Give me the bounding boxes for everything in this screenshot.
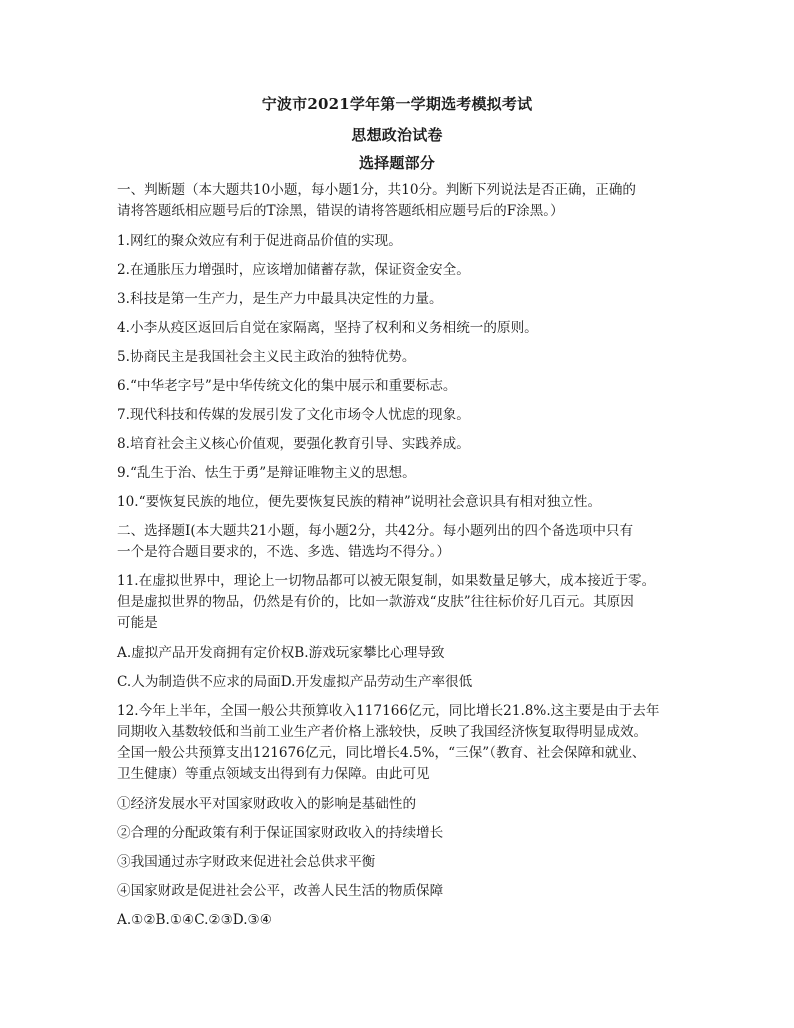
- question-12-options: A.①②B.①④C.②③D.③④: [117, 912, 272, 928]
- exam-title: 宁波市2021学年第一学期选考模拟考试: [261, 95, 533, 113]
- subject-title: 思想政治试卷: [351, 126, 443, 144]
- question-12-statement: ①经济发展水平对国家财政收入的影响是基础性的: [117, 796, 417, 812]
- judge-item: 1.网红的聚众效应有利于促进商品价值的实现。: [117, 233, 402, 249]
- section2-instruction-line: 二、选择题Ⅰ(本大题共21小题，每小题2分，共42分。每小题列出的四个备选项中只有: [117, 523, 634, 539]
- section1-instruction-line: 一、判断题（本大题共10小题，每小题1分，共10分。判断下列说法是否正确，正确的: [117, 182, 637, 198]
- question-11-options: C.人为制造供不应求的局面D.开发虚拟产品劳动生产率很低: [117, 674, 473, 690]
- section2-instruction-line: 一个是符合题目要求的，不选、多选、错选均不得分。）: [117, 544, 451, 560]
- judge-item: 3.科技是第一生产力，是生产力中最具决定性的力量。: [117, 291, 443, 307]
- question-12-stem-line: 同期收入基数较低和当前工业生产者价格上涨较快，反映了我国经济恢复取得明显成效。: [117, 724, 648, 740]
- question-11-stem-line: 可能是: [117, 615, 158, 631]
- question-12-stem-line: 12.今年上半年，全国一般公共预算收入117166亿元，同比增长21.8%.这主要是由于去年: [117, 703, 660, 719]
- judge-item: 10.“要恢复民族的地位，便先要恢复民族的精神”说明社会意识具有相对独立性。: [117, 494, 602, 510]
- judge-item: 6.“中华老字号”是中华传统文化的集中展示和重要标志。: [117, 378, 457, 394]
- part-title: 选择题部分: [358, 154, 435, 172]
- judge-item: 4.小李从疫区返回后自觉在家隔离，坚持了权利和义务相统一的原则。: [117, 320, 538, 336]
- question-12-statement: ④国家财政是促进社会公平，改善人民生活的物质保障: [117, 883, 444, 899]
- judge-item: 5.协商民主是我国社会主义民主政治的独特优势。: [117, 349, 416, 365]
- question-11-options: A.虚拟产品开发商拥有定价权B.游戏玩家攀比心理导致: [117, 645, 445, 661]
- judge-item: 8.培育社会主义核心价值观，要强化教育引导、实践养成。: [117, 436, 470, 452]
- question-11-stem-line: 11.在虚拟世界中，理论上一切物品都可以被无限复制，如果数量足够大，成本接近于零。: [117, 573, 656, 589]
- question-11-stem-line: 但是虚拟世界的物品，仍然是有价的，比如一款游戏“皮肤”往往标价好几百元。其原因: [117, 594, 634, 610]
- judge-item: 2.在通胀压力增强时，应该增加储蓄存款，保证资金安全。: [117, 262, 470, 278]
- question-12-stem-line: 全国一般公共预算支出121676亿元，同比增长4.5%，“三保”（教育、社会保障和就业、: [117, 745, 646, 761]
- question-12-statement: ②合理的分配政策有利于保证国家财政收入的持续增长: [117, 825, 444, 841]
- question-12-statement: ③我国通过赤字财政来促进社会总供求平衡: [117, 854, 376, 870]
- judge-item: 9.“乱生于治、怯生于勇”是辩证唯物主义的思想。: [117, 465, 416, 481]
- question-12-stem-line: 卫生健康）等重点领域支出得到有力保障。由此可见: [117, 766, 430, 782]
- judge-item: 7.现代科技和传媒的发展引发了文化市场令人忧虑的现象。: [117, 407, 470, 423]
- section1-instruction-line: 请将答题纸相应题号后的T涂黑，错误的请将答题纸相应题号后的F涂黑。）: [117, 203, 564, 219]
